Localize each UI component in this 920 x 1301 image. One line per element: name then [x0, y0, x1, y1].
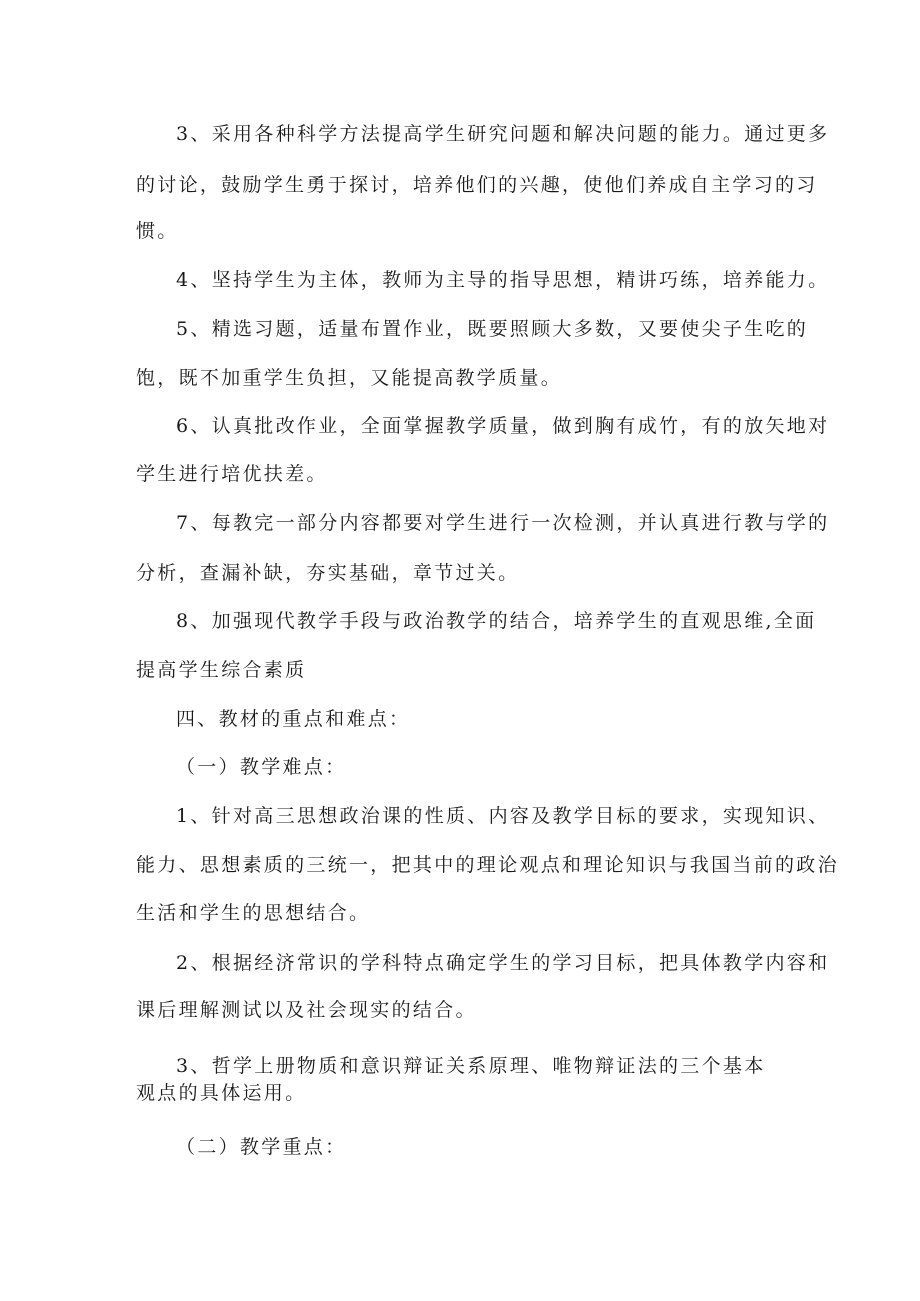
- paragraph-8-line-2: 提高学生综合素质: [136, 659, 307, 681]
- paragraph-7-line-2: 分析，查漏补缺，夯实基础，章节过关。: [136, 562, 520, 584]
- subheading-key-points: （二）教学重点：: [176, 1136, 347, 1158]
- difficulty-2-line-2: 课后理解测试以及社会现实的结合。: [136, 999, 477, 1021]
- paragraph-3-line-1: 3、采用各种科学方法提高学生研究问题和解决问题的能力。通过更多: [176, 123, 830, 145]
- paragraph-5-line-2: 饱，既不加重学生负担，又能提高教学质量。: [136, 367, 563, 389]
- paragraph-8-line-1: 8、加强现代教学手段与政治教学的结合，培养学生的直观思维,全面: [176, 610, 817, 632]
- subheading-difficulties: （一）教学难点：: [176, 756, 347, 778]
- difficulty-1-line-2: 能力、思想素质的三统一，把其中的理论观点和理论知识与我国当前的政治: [136, 854, 839, 876]
- paragraph-6-line-1: 6、认真批改作业，全面掌握教学质量，做到胸有成竹，有的放矢地对: [176, 415, 830, 437]
- paragraph-4-line-1: 4、坚持学生为主体，教师为主导的指导思想，精讲巧练，培养能力。: [176, 269, 830, 291]
- paragraph-3-line-3: 惯。: [136, 220, 179, 242]
- paragraph-7-line-1: 7、每教完一部分内容都要对学生进行一次检测，并认真进行教与学的: [176, 512, 830, 534]
- difficulty-1-line-1: 1、针对高三思想政治课的性质、内容及教学目标的要求，实现知识、: [176, 805, 830, 827]
- difficulty-3-line-2: 观点的具体运用。: [136, 1082, 307, 1104]
- paragraph-3-line-2: 的讨论，鼓励学生勇于探讨，培养他们的兴趣，使他们养成自主学习的习: [136, 174, 818, 196]
- paragraph-5-line-1: 5、精选习题，适量布置作业，既要照顾大多数，又要使尖子生吃的: [176, 318, 809, 340]
- paragraph-6-line-2: 学生进行培优扶差。: [136, 463, 328, 485]
- difficulty-2-line-1: 2、根据经济常识的学科特点确定学生的学习目标，把具体教学内容和: [176, 952, 830, 974]
- difficulty-1-line-3: 生活和学生的思想结合。: [136, 902, 371, 924]
- difficulty-3-line-1: 3、哲学上册物质和意识辩证关系原理、唯物辩证法的三个基本: [176, 1055, 766, 1077]
- section-heading-4: 四、教材的重点和难点：: [176, 708, 411, 730]
